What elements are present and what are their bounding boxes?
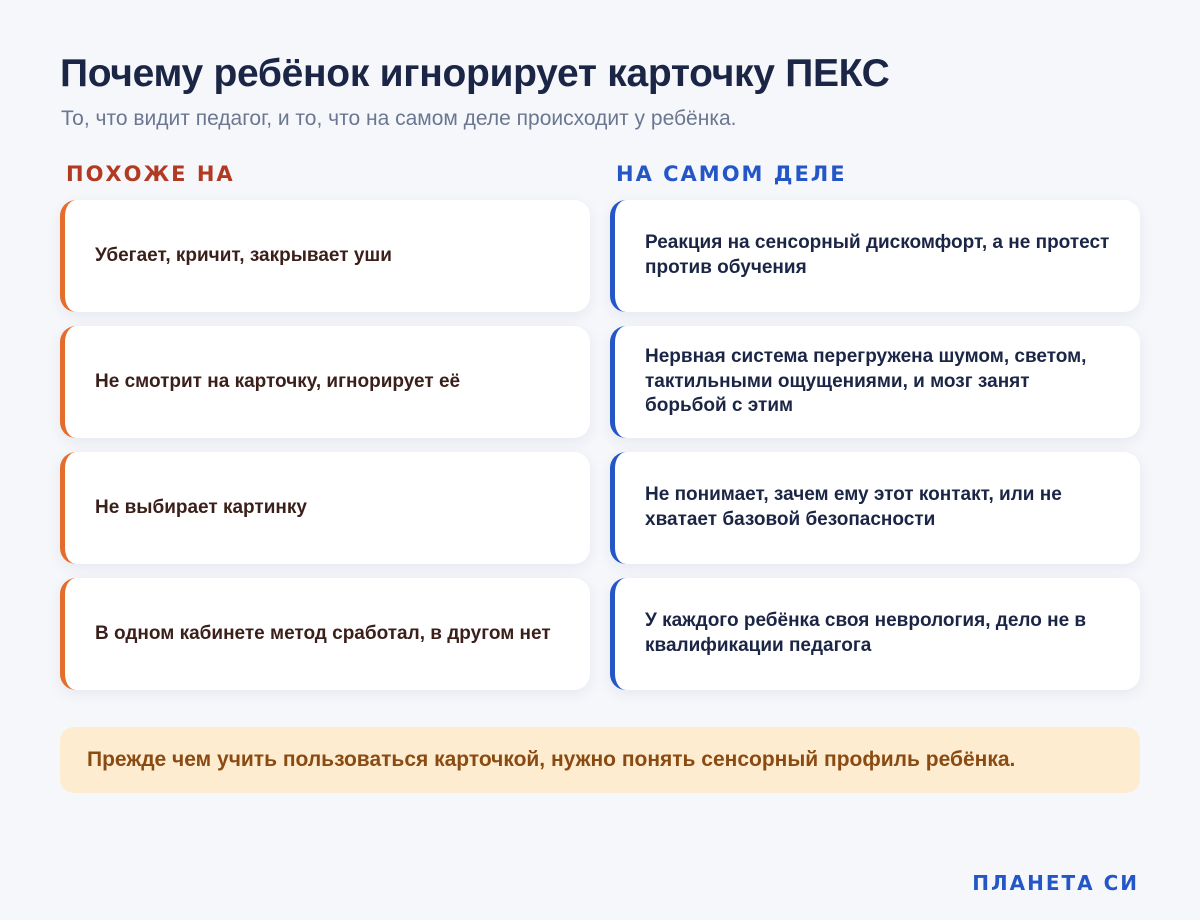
- looks-like-card: [60, 326, 590, 438]
- page-subtitle: То, что видит педагог, и то, что на самом деле происходит у ребёнка.: [61, 107, 737, 130]
- looks-like-text: Не выбирает картинку: [95, 496, 307, 518]
- actually-text: Реакция на сенсорный дискомфорт, а не протест против обучения: [645, 232, 1110, 278]
- column-heading-looks-like: ПОХОЖЕ НА: [66, 162, 235, 186]
- actually-text: Не понимает, зачем ему этот контакт, или не хватает базовой безопасности: [645, 484, 1062, 530]
- looks-like-text: Убегает, кричит, закрывает уши: [95, 244, 392, 266]
- looks-like-text: Не смотрит на карточку, игнорирует её: [95, 370, 461, 392]
- conclusion-text: Прежде чем учить пользоваться карточкой, нужно понять сенсорный профиль ребёнка.: [87, 748, 1016, 771]
- page-title: Почему ребёнок игнорирует карточку ПЕКС: [60, 52, 890, 95]
- conclusion-banner: [60, 727, 1140, 793]
- looks-like-card: [60, 452, 590, 564]
- brand-logo-text: ПЛАНЕТА СИ: [972, 871, 1139, 895]
- column-heading-actually: НА САМОМ ДЕЛЕ: [616, 162, 847, 186]
- actually-text: Нервная система перегружена шумом, светом, тактильными ощущениями, и мозг занят борьбой с этим: [645, 345, 1087, 417]
- looks-like-column: [60, 200, 590, 690]
- actually-card: [610, 578, 1140, 690]
- actually-card: [610, 326, 1140, 438]
- actually-column: [610, 200, 1140, 690]
- looks-like-card: [60, 200, 590, 312]
- actually-text: У каждого ребёнка своя неврология, дело не в квалификации педагога: [645, 610, 1087, 656]
- actually-card: [610, 200, 1140, 312]
- actually-card: [610, 452, 1140, 564]
- looks-like-card: [60, 578, 590, 690]
- looks-like-text: В одном кабинете метод сработал, в другом нет: [95, 622, 551, 644]
